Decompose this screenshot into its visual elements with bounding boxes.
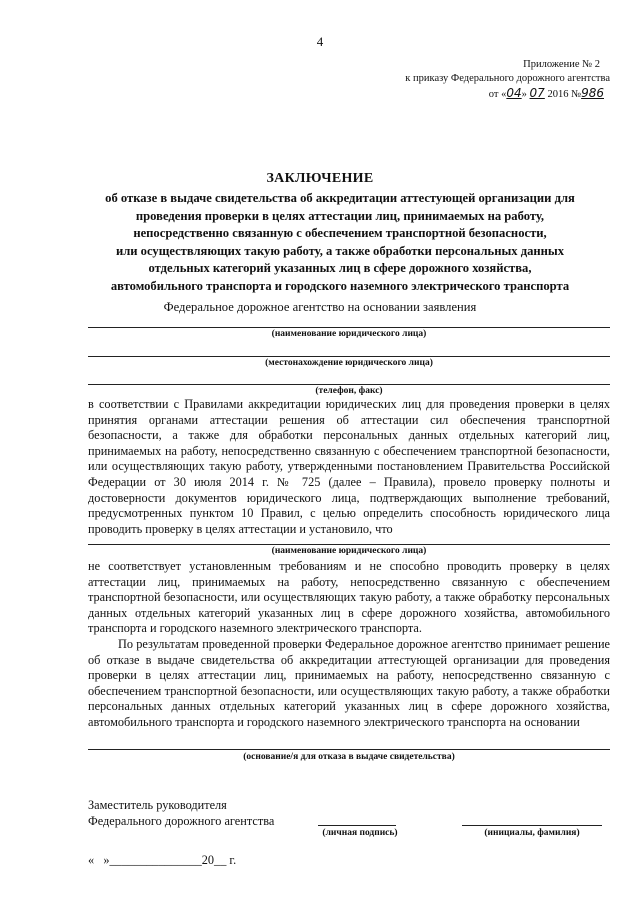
annex-order-number: 986: [581, 86, 604, 100]
annex-order-ref: к приказу Федерального дорожного агентства: [405, 73, 610, 84]
annex-title: Приложение № 2: [523, 59, 600, 70]
legal-name-2-line: [88, 544, 610, 545]
phone-fax-line: [88, 384, 610, 385]
phone-fax-caption: (телефон, факс): [315, 386, 383, 396]
paragraph-nonconformity: не соответствует установленным требованиям и не способно проводить проверку в целях аттестации лиц, принимаемых на работу, непосредственно связанную с обеспечением транспортной безопасности, или осуществляющих такую работу, а также обработку персональных данных отдельных категорий указанных лиц в сфере дорожного хозяйства, автомобильного транспорта и городского наземного электрического транспорта.: [88, 559, 610, 636]
annex-header: [380, 58, 610, 102]
signature-caption: (личная подпись): [322, 828, 398, 838]
signer-agency: Федерального дорожного агентства: [88, 814, 275, 828]
legal-name-caption: (наименование юридического лица): [271, 329, 427, 339]
grounds-caption: (основание/я для отказа в выдаче свидетельства): [243, 752, 455, 762]
initials-caption: (инициалы, фамилия): [484, 828, 580, 838]
signer-position: Заместитель руководителя: [88, 798, 227, 812]
annex-month: 07: [529, 86, 545, 100]
legal-name-line: [88, 327, 610, 328]
location-caption: (местонахождение юридического лица): [265, 358, 433, 368]
date-field: « »_______________20__ г.: [88, 853, 237, 867]
document-title: ЗАКЛЮЧЕНИЕ: [266, 171, 374, 186]
paragraph-decision: По результатам проведенной проверки Федеральное дорожное агентство принимает решение об отказе в выдаче свидетельства об аккредитации аттестующей организации для проведения проверки в целях аттестации лиц, принимаемых на работу, непосредственно связанную с обеспечением транспортной безопасности, или осуществляющих такую работу, а также обработки персональных данных отдельных категорий указанных лиц в сфере дорожного хозяйства, автомобильного транспорта и городского наземного электрического транспорта на основании: [88, 637, 610, 729]
location-line: [88, 356, 610, 357]
page-number: 4: [316, 34, 324, 49]
grounds-line: [88, 749, 610, 750]
agency-statement: Федеральное дорожное агентство на основании заявления: [163, 300, 477, 314]
document-subtitle: об отказе в выдаче свидетельства об аккредитации аттестующей организации для проведения проверки в целях аттестации лиц, принимаемых на работу, непосредственно связанную с обеспечением транспортной безопасности, или осуществляющих такую работу, а также обработки персональных данных отдельных категорий указанных лиц в сфере дорожного хозяйства, автомобильного транспорта и городского наземного электрического транспорта: [105, 191, 575, 293]
signature-line: [318, 825, 396, 826]
initials-line: [462, 825, 602, 826]
signer-block: [88, 797, 274, 829]
annex-date-line: от «04» 07 2016 №986: [488, 86, 604, 100]
paragraph-rules: в соответствии с Правилами аккредитации юридических лиц для проведения проверки в целях принятия органами аттестации решения об аттестации сил обеспечения транспортной безопасности, а также для обработки персональных данных отдельных категорий лиц, принимаемых на работу, непосредственно связанную с обеспечением транспортной безопасности, или осуществляющих такую работу, утвержденными постановлением Правительства Российской Федерации от 30 июля 2014 г. № 725 (далее – Правила), провело проверку полноты и достоверности документов юридического лица, подтверждающих выполнение требований, предусмотренных пунктом 10 Правил, с целью определить способность юридического лица проводить проверку в целях аттестации и установило, что: [88, 397, 610, 536]
annex-day: 04: [506, 86, 522, 100]
legal-name-2-caption: (наименование юридического лица): [271, 546, 427, 556]
